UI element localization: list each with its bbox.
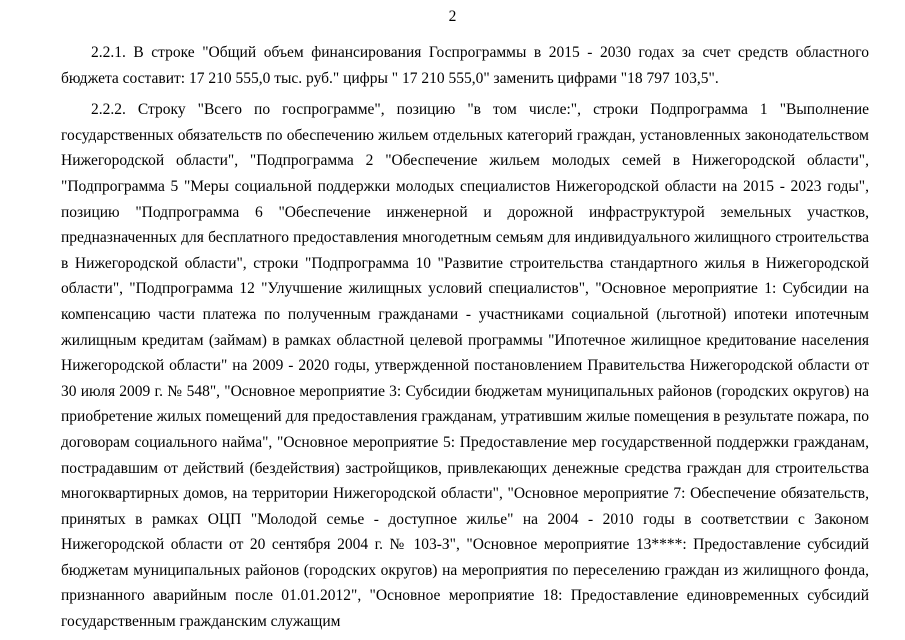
document-body [61, 40, 869, 635]
page-number: 2 [448, 8, 457, 25]
paragraph-2-2-1: 2.2.1. В строке "Общий объем финансирования Госпрограммы в 2015 - 2030 годах за счет средств областного бюджета составит: 17 210 555,0 тыс. руб." цифры " 17 210 555,0" заменить цифрами "18 797 103,5". [61, 44, 869, 87]
paragraph-2-2-2: 2.2.2. Строку "Всего по госпрограмме", позицию "в том числе:", строки Подпрограмма 1 "Выполнение государственных обязательств по обеспечению жильем отдельных категорий граждан, установленных законодательством Нижегородской области", "Подпрограмма 2 "Обеспечение жильем молодых семей в Нижегородской области", "Подпрограмма 5 "Меры социальной поддержки молодых специалистов Нижегородской области на 2015 - 2023 годы", позицию "Подпрограмма 6 "Обеспечение инженерной и дорожной инфраструктурой земельных участков, предназначенных для бесплатного предоставления многодетным семьям для индивидуального жилищного строительства в Нижегородской области", строки "Подпрограмма 10 "Развитие строительства стандартного жилья в Нижегородской области", "Подпрограмма 12 "Улучшение жилищных условий специалистов", "Основное мероприятие 1: Субсидии на компенсацию части платежа по полученным гражданами - участниками социальной (льготной) ипотеки ипотечным жилищным кредитам (займам) в рамках областной целевой программы "Ипотечное жилищное кредитование населения Нижегородской области" на 2009 - 2020 годы, утвержденной постановлением Правительства Нижегородской области от 30 июля 2009 г. № 548", "Основное мероприятие 3: Субсидии бюджетам муниципальных районов (городских округов) на приобретение жилых помещений для предоставления гражданам, утратившим жилые помещения в результате пожара, по договорам социального найма", "Основное мероприятие 5: Предоставление мер государственной поддержки гражданам, пострадавшим от действий (бездействия) застройщиков, привлекающих денежные средства граждан для строительства многоквартирных домов, на территории Нижегородской области", "Основное мероприятие 7: Обеспечение обязательств, принятых в рамках ОЦП "Молодой семье - доступное жилье" на 2004 - 2010 годы в соответствии с Законом Нижегородской области от 20 сентября 2004 г. № 103-З", "Основное мероприятие 13****: Предоставление субсидий бюджетам муниципальных районов (городских округов) на мероприятия по переселению граждан из жилищного фонда, признанного аварийным после 01.01.2012", "Основное мероприятие 18: Предоставление единовременных субсидий государственным гражданским служащим [61, 101, 869, 631]
